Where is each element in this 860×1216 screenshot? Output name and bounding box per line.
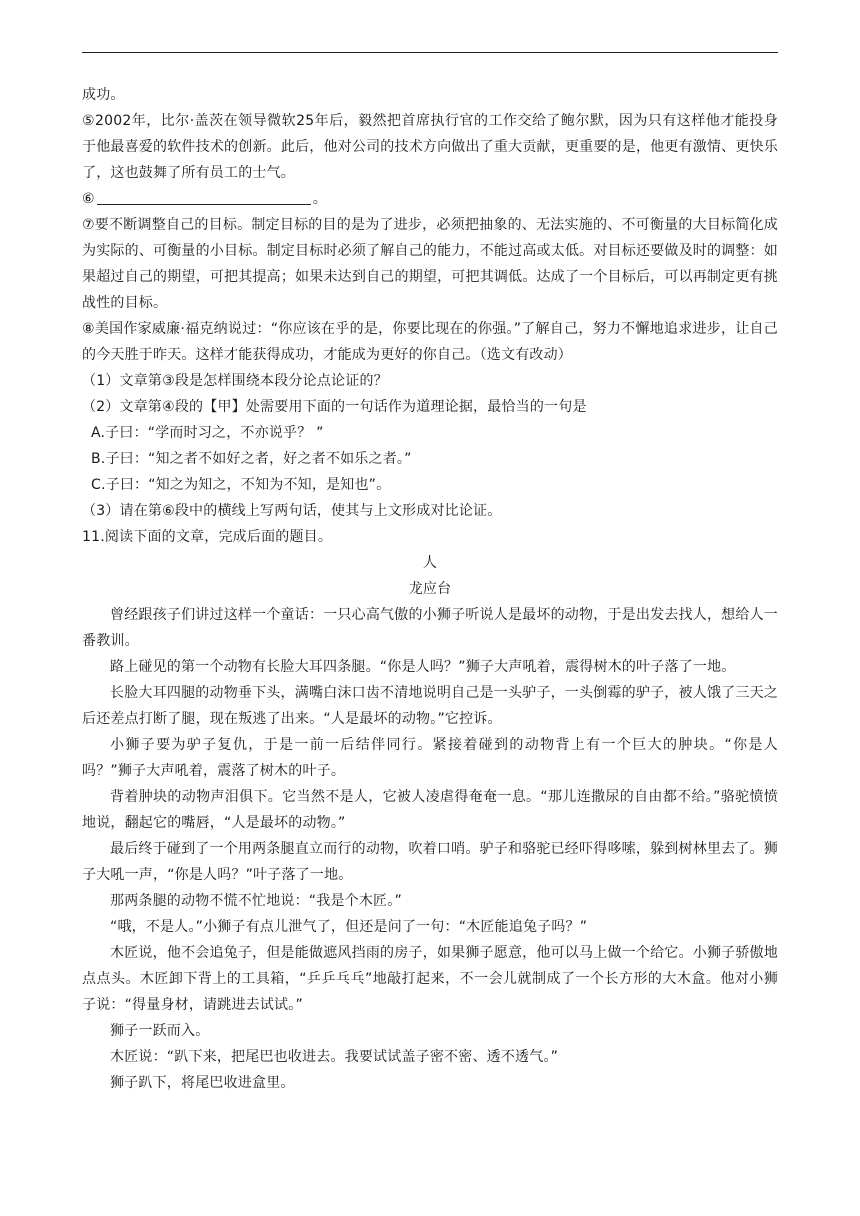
question-3: （3）请在第⑥段中的横线上写两句话，使其与上文形成对比论证。 [82, 503, 502, 519]
story-paragraph: 路上碰见的第一个动物有长脸大耳四条腿。“你是人吗？”狮子大声吼着，震得树木的叶子落了一地。 [110, 659, 736, 675]
paragraph-6 [82, 186, 778, 212]
question-2-option-c: C.子曰：“知之为知之，不知为不知，是知也”。 [91, 477, 391, 493]
question-2-option-a: A.子曰：“学而时习之，不亦说乎？ ” [91, 425, 324, 441]
article-author: 龙应台 [408, 581, 452, 597]
story-paragraph: 狮子趴下，将尾巴收进盒里。 [110, 1075, 295, 1091]
story-paragraph: 木匠说，他不会追兔子，但是能做遮风挡雨的房子，如果狮子愿意，他可以马上做一个给它。小狮子骄傲地点点头。木匠卸下背上的工具箱，“乒乒乓乓”地敲打起来，不一会儿就制成了一个长方形的大木盒。他对小狮子说：“得量身材，请跳进去试试。” [82, 945, 778, 1013]
paragraph-continuation: 成功。 [82, 87, 125, 103]
question-2: （2）文章第④段的【甲】处需要用下面的一句话作为道理论据，最恰当的一句是 [82, 399, 587, 415]
paragraph-8: ⑧美国作家威廉·福克纳说过：“你应该在乎的是，你要比现在的你强。”了解自己，努力不懈地追求进步，让自己的今天胜于昨天。这样才能获得成功，才能成为更好的你自己。（选文有改动） [82, 321, 778, 363]
question-1: （1）文章第③段是怎样围绕本段分论点论证的？ [82, 373, 388, 389]
paragraph-6-number: ⑥ [82, 191, 95, 207]
story-paragraph: 狮子一跃而入。 [110, 1023, 210, 1039]
header-rule [82, 52, 778, 53]
fill-in-blank-line[interactable] [97, 188, 311, 205]
story-paragraph: 最后终于碰到了一个用两条腿直立而行的动物，吹着口哨。驴子和骆驼已经吓得哆嗦，躲到树林里去了。狮子大吼一声，“你是人吗？”叶子落了一地。 [82, 841, 778, 883]
story-paragraph: 长脸大耳四腿的动物垂下头，满嘴白沫口齿不清地说明自己是一头驴子，一头倒霉的驴子，被人饿了三天之后还差点打断了腿，现在叛逃了出来。“人是最坏的动物。”它控诉。 [82, 685, 778, 727]
story-paragraph: 木匠说：“趴下来，把尾巴也收进去。我要试试盖子密不密、透不透气。” [110, 1049, 559, 1065]
article-title: 人 [422, 555, 438, 571]
story-paragraph: 那两条腿的动物不慌不忙地说：“我是个木匠。” [110, 893, 402, 909]
story-paragraph: 小狮子要为驴子复仇，于是一前一后结伴同行。紧接着碰到的动物背上有一个巨大的肿块。“你是人吗？”狮子大声吼着，震落了树木的叶子。 [82, 737, 778, 779]
story-paragraph: “哦，不是人。”小狮子有点儿泄气了，但还是问了一句：“木匠能追兔子吗？” [110, 919, 588, 935]
paragraph-6-end: 。 [312, 191, 327, 207]
story-paragraph: 曾经跟孩子们讲过这样一个童话：一只心高气傲的小狮子听说人是最坏的动物，于是出发去找人，想给人一番教训。 [82, 607, 778, 649]
question-2-option-b: B.子曰：“知之者不如好之者，好之者不如乐之者。” [91, 451, 412, 467]
document-content [82, 82, 778, 1096]
paragraph-5: ⑤2002年，比尔·盖茨在领导微软25年后，毅然把首席执行官的工作交给了鲍尔默，因为只有这样他才能投身于他最喜爱的软件技术的创新。此后，他对公司的技术方向做出了重大贡献，更重要的是，他更有激情、更快乐了，这也鼓舞了所有员工的士气。 [82, 113, 778, 181]
paragraph-7: ⑦要不断调整自己的目标。制定目标的目的是为了进步，必须把抽象的、无法实施的、不可衡量的大目标简化成为实际的、可衡量的小目标。制定目标时必须了解自己的能力，不能过高或太低。对目标还要做及时的调整：如果超过自己的期望，可把其提高；如果未达到自己的期望，可把其调低。达成了一个目标后，可以再制定更有挑战性的目标。 [82, 217, 778, 311]
question-11-heading: 11.阅读下面的文章，完成后面的题目。 [82, 529, 333, 545]
story-paragraph: 背着肿块的动物声泪俱下。它当然不是人，它被人凌虐得奄奄一息。“那儿连撒尿的自由都不给。”骆驼愤愤地说，翻起它的嘴唇，“人是最坏的动物。” [82, 789, 778, 831]
